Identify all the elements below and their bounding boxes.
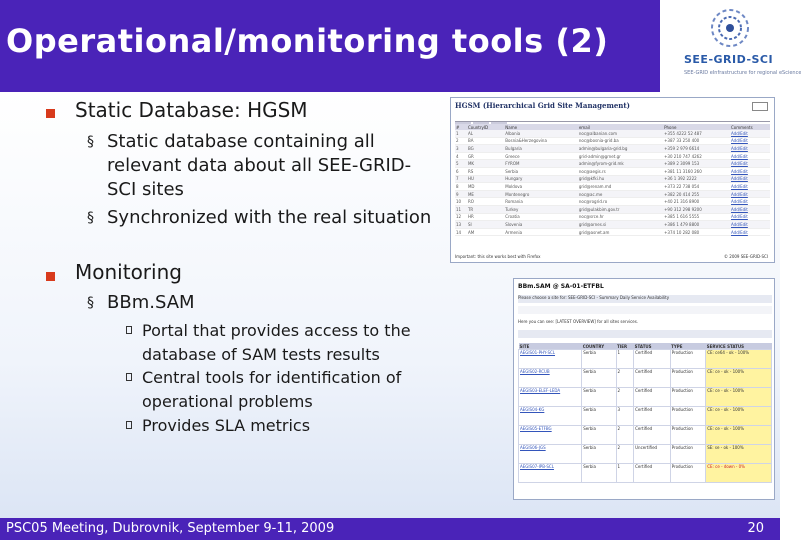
table-cell: noc@bosnia-grid.ba xyxy=(578,137,663,145)
hgsm-edit-link[interactable]: Add/Edit xyxy=(730,190,770,198)
hgsm-edit-link[interactable]: Add/Edit xyxy=(730,145,770,153)
sam-site-link[interactable]: AEGIS05-ETFBG xyxy=(519,426,582,445)
table-cell: 8 xyxy=(455,183,467,191)
table-cell: 5 xyxy=(455,160,467,168)
table-cell: 14 xyxy=(455,228,467,236)
bbmsam-prompt: Please choose a site for: SEE-GRID-SCI - Summary Daily Service Availability xyxy=(518,295,772,303)
sam-col-header: TYPE xyxy=(670,343,706,350)
hgsm-col-header: email xyxy=(578,124,663,130)
detail-bullet-text: Central tools for identification of operational problems xyxy=(142,368,402,411)
table-cell: Montenegro xyxy=(504,190,578,198)
table-cell: Production xyxy=(670,350,706,369)
table-cell: 12 xyxy=(455,213,467,221)
hgsm-edit-link[interactable]: Add/Edit xyxy=(730,130,770,137)
table-cell: grid@asnet.am xyxy=(578,228,663,236)
table-cell: +389 2 3099 153 xyxy=(663,160,730,168)
table-row xyxy=(455,228,770,236)
table-cell: 2 xyxy=(616,369,634,388)
table-row xyxy=(455,137,770,145)
sub-bullet-text: Synchronized with the real situation xyxy=(107,207,432,228)
table-cell: Certified xyxy=(634,407,671,426)
table-row xyxy=(519,407,772,426)
table-cell: Slovenia xyxy=(504,221,578,229)
see-grid-logo-icon xyxy=(705,6,755,50)
hgsm-edit-link[interactable]: Add/Edit xyxy=(730,205,770,213)
table-cell: +386 1 479 8800 xyxy=(663,221,730,229)
table-cell: +90 312 298 9200 xyxy=(663,205,730,213)
bbmsam-screenshot xyxy=(513,278,775,500)
table-cell: Armenia xyxy=(504,228,578,236)
sam-col-header: STATUS xyxy=(634,343,671,350)
bullet-static-db: Static Database: HGSM xyxy=(75,98,308,122)
table-cell: 2 xyxy=(616,426,634,445)
table-cell: Serbia xyxy=(582,464,616,483)
table-cell: +36 1 392 2222 xyxy=(663,175,730,183)
table-cell: Certified xyxy=(634,350,671,369)
bbmsam-select-row xyxy=(518,306,772,314)
table-cell: +359 2 979 6614 xyxy=(663,145,730,153)
table-cell: CE: ce - ok - 100% xyxy=(706,426,772,445)
table-cell: Albania xyxy=(504,130,578,137)
table-cell: +385 1 616 5555 xyxy=(663,213,730,221)
table-row xyxy=(455,160,770,168)
hgsm-edit-link[interactable]: Add/Edit xyxy=(730,213,770,221)
sub-bullet-text: BBm.SAM xyxy=(107,292,195,313)
table-cell: Romania xyxy=(504,198,578,206)
table-cell: Certified xyxy=(634,464,671,483)
detail-bullet-marker-icon xyxy=(126,326,132,334)
table-cell: Croatia xyxy=(504,213,578,221)
table-row xyxy=(455,190,770,198)
table-cell: noc@ac.me xyxy=(578,190,663,198)
table-cell: noc@albanian.com xyxy=(578,130,663,137)
hgsm-edit-link[interactable]: Add/Edit xyxy=(730,152,770,160)
table-cell: admin@bulgaria-grid.bg xyxy=(578,145,663,153)
page-number: 20 xyxy=(747,521,764,536)
table-cell: noc@srce.hr xyxy=(578,213,663,221)
bullet-monitoring: Monitoring xyxy=(75,260,182,284)
table-cell: +373 22 738 054 xyxy=(663,183,730,191)
table-cell: CE: ce64 - ok - 100% xyxy=(706,350,772,369)
hgsm-tabs xyxy=(455,113,770,122)
table-cell: 2 xyxy=(616,445,634,464)
table-cell: Serbia xyxy=(582,388,616,407)
table-cell: Serbia xyxy=(504,167,578,175)
hgsm-edit-link[interactable]: Add/Edit xyxy=(730,137,770,145)
table-cell: 1 xyxy=(616,350,634,369)
hgsm-table xyxy=(455,124,770,236)
table-cell: SE: se - ok - 100% xyxy=(706,445,772,464)
table-row xyxy=(455,130,770,137)
bbmsam-table xyxy=(518,343,772,483)
detail-bullet-portal xyxy=(142,319,452,367)
table-row xyxy=(519,464,772,483)
sam-site-link[interactable]: AEGIS06-JGS xyxy=(519,445,582,464)
sam-col-header: TIER xyxy=(616,343,634,350)
hgsm-edit-link[interactable]: Add/Edit xyxy=(730,160,770,168)
table-cell: +374 10 282 080 xyxy=(663,228,730,236)
table-cell: Serbia xyxy=(582,445,616,464)
table-row xyxy=(455,183,770,191)
table-cell: +381 11 3160 260 xyxy=(663,167,730,175)
table-cell: RS xyxy=(467,167,504,175)
sub-bullet-text: Static database containing all relevant data about all SEE-GRID-SCI sites xyxy=(107,131,412,200)
detail-bullet-sla xyxy=(142,414,452,438)
table-cell: Certified xyxy=(634,388,671,407)
table-row xyxy=(519,388,772,407)
table-cell: +30 210 747 4262 xyxy=(663,152,730,160)
table-cell: grid@kfki.hu xyxy=(578,175,663,183)
table-cell: 4 xyxy=(455,152,467,160)
table-row xyxy=(455,167,770,175)
detail-bullet-marker-icon xyxy=(126,421,132,429)
table-cell: 7 xyxy=(455,175,467,183)
table-cell: CE: ce - down - 0% xyxy=(706,464,772,483)
sub-bullet-static-db-2 xyxy=(87,206,437,230)
bullet-square-icon xyxy=(46,272,55,281)
table-cell: Production xyxy=(670,388,706,407)
sub-bullet-bbmsam xyxy=(87,291,407,315)
table-cell: RO xyxy=(467,198,504,206)
table-cell: MK xyxy=(467,160,504,168)
table-cell: +355 4222 52 487 xyxy=(663,130,730,137)
table-cell: Serbia xyxy=(582,407,616,426)
table-cell: 11 xyxy=(455,205,467,213)
table-cell: Turkey xyxy=(504,205,578,213)
detail-bullet-central-tools xyxy=(142,366,452,414)
sub-bullet-marker-icon: § xyxy=(87,295,94,311)
sam-col-header: COUNTRY xyxy=(582,343,616,350)
table-cell: GR xyxy=(467,152,504,160)
hgsm-edit-link[interactable]: Add/Edit xyxy=(730,183,770,191)
hgsm-login-button xyxy=(752,102,768,111)
table-cell: BA xyxy=(467,137,504,145)
table-cell: ME xyxy=(467,190,504,198)
sam-site-link[interactable]: AEGIS01-PHY-SCL xyxy=(519,350,582,369)
table-cell: Greece xyxy=(504,152,578,160)
table-cell: +387 33 250 400 xyxy=(663,137,730,145)
table-cell: 1 xyxy=(616,464,634,483)
table-cell: CE: ce - ok - 100% xyxy=(706,369,772,388)
table-cell: noc@aegis.rs xyxy=(578,167,663,175)
table-cell: grid@ulakbim.gov.tr xyxy=(578,205,663,213)
table-cell: Uncertified xyxy=(634,445,671,464)
sam-site-link[interactable]: AEGIS07-IPB-SCL xyxy=(519,464,582,483)
table-cell: 3 xyxy=(616,407,634,426)
table-cell: FYROM xyxy=(504,160,578,168)
table-cell: Certified xyxy=(634,426,671,445)
table-cell: Production xyxy=(670,445,706,464)
table-cell: AL xyxy=(467,130,504,137)
table-cell: Serbia xyxy=(582,426,616,445)
table-cell: Production xyxy=(670,369,706,388)
table-cell: MD xyxy=(467,183,504,191)
sam-col-header: SERVICE STATUS xyxy=(706,343,772,350)
table-cell: Bulgaria xyxy=(504,145,578,153)
table-cell: +382 20 414 255 xyxy=(663,190,730,198)
table-cell: admin@fyrom-grid.mk xyxy=(578,160,663,168)
sub-bullet-static-db-1 xyxy=(87,130,437,202)
detail-bullet-marker-icon xyxy=(126,373,132,381)
table-cell: CE: ce - ok - 100% xyxy=(706,388,772,407)
table-cell: 9 xyxy=(455,190,467,198)
sub-bullet-marker-icon: § xyxy=(87,134,94,150)
table-cell: HR xyxy=(467,213,504,221)
hgsm-edit-link[interactable]: Add/Edit xyxy=(730,221,770,229)
table-cell: grid-admin@grnet.gr xyxy=(578,152,663,160)
table-cell: 10 xyxy=(455,198,467,206)
table-cell: 2 xyxy=(616,388,634,407)
sam-site-link[interactable]: AEGIS02-RCUB xyxy=(519,369,582,388)
hgsm-col-header: Name xyxy=(504,124,578,130)
table-cell: BG xyxy=(467,145,504,153)
table-cell: Serbia xyxy=(582,350,616,369)
table-cell: Production xyxy=(670,426,706,445)
table-cell: Hungary xyxy=(504,175,578,183)
logo-name: SEE-GRID-SCI xyxy=(684,53,774,66)
table-cell: Production xyxy=(670,407,706,426)
table-cell: TR xyxy=(467,205,504,213)
hgsm-edit-link[interactable]: Add/Edit xyxy=(730,228,770,236)
slide-title: Operational/monitoring tools (2) xyxy=(6,22,609,60)
table-cell: AM xyxy=(467,228,504,236)
hgsm-col-header: CountryID xyxy=(467,124,504,130)
table-row xyxy=(519,426,772,445)
bbmsam-title: BBm.SAM @ SA-01-ETFBL xyxy=(518,283,604,290)
hgsm-footer-note: Important: this site works best with Firefox xyxy=(455,254,541,259)
table-row xyxy=(519,445,772,464)
table-row xyxy=(455,152,770,160)
hgsm-edit-link[interactable]: Add/Edit xyxy=(730,198,770,206)
hgsm-edit-link[interactable]: Add/Edit xyxy=(730,175,770,183)
table-row xyxy=(455,198,770,206)
table-cell: 6 xyxy=(455,167,467,175)
table-row xyxy=(455,175,770,183)
table-cell: 1 xyxy=(455,130,467,137)
table-cell: Serbia xyxy=(582,369,616,388)
table-cell: HU xyxy=(467,175,504,183)
sam-site-link[interactable]: AEGIS04-KG xyxy=(519,407,582,426)
logo-tagline: SEE-GRID eInfrastructure for regional eScience xyxy=(684,70,801,76)
table-cell: +40 21 316 8900 xyxy=(663,198,730,206)
table-row xyxy=(455,145,770,153)
hgsm-col-header: Phone xyxy=(663,124,730,130)
detail-bullet-text: Provides SLA metrics xyxy=(142,416,311,435)
table-row xyxy=(455,213,770,221)
table-cell: noc@rogrid.ro xyxy=(578,198,663,206)
table-cell: grid@arnes.si xyxy=(578,221,663,229)
hgsm-title: HGSM (Hierarchical Grid Site Management) xyxy=(455,101,630,110)
bbmsam-filter-controls xyxy=(518,330,772,338)
bbmsam-filter: Here you can see: [LATEST OVERVIEW] for all sites services. xyxy=(518,319,772,327)
detail-bullet-text: Portal that provides access to the database of SAM tests results xyxy=(142,321,411,364)
table-cell: SI xyxy=(467,221,504,229)
hgsm-edit-link[interactable]: Add/Edit xyxy=(730,167,770,175)
hgsm-screenshot xyxy=(450,97,775,263)
sub-bullet-marker-icon: § xyxy=(87,210,94,226)
hgsm-col-header: Comments xyxy=(730,124,770,130)
footer-text: PSC05 Meeting, Dubrovnik, September 9-11, 2009 xyxy=(6,521,335,536)
hgsm-col-header: # xyxy=(455,124,467,130)
sam-site-link[interactable]: AEGIS03-ELEF-LEDA xyxy=(519,388,582,407)
bullet-square-icon xyxy=(46,109,55,118)
sam-col-header: SITE xyxy=(519,343,582,350)
table-row xyxy=(519,369,772,388)
table-cell: 2 xyxy=(455,137,467,145)
table-row xyxy=(519,350,772,369)
table-cell: 13 xyxy=(455,221,467,229)
table-row xyxy=(455,205,770,213)
table-cell: Production xyxy=(670,464,706,483)
table-cell: CE: ce - ok - 100% xyxy=(706,407,772,426)
table-cell: grid@renam.md xyxy=(578,183,663,191)
table-cell: Moldova xyxy=(504,183,578,191)
table-row xyxy=(455,221,770,229)
hgsm-copyright: © 2009 SEE-GRID-SCI xyxy=(724,254,768,259)
table-cell: 3 xyxy=(455,145,467,153)
table-cell: Certified xyxy=(634,369,671,388)
table-cell: Bosnia&Herzegovina xyxy=(504,137,578,145)
